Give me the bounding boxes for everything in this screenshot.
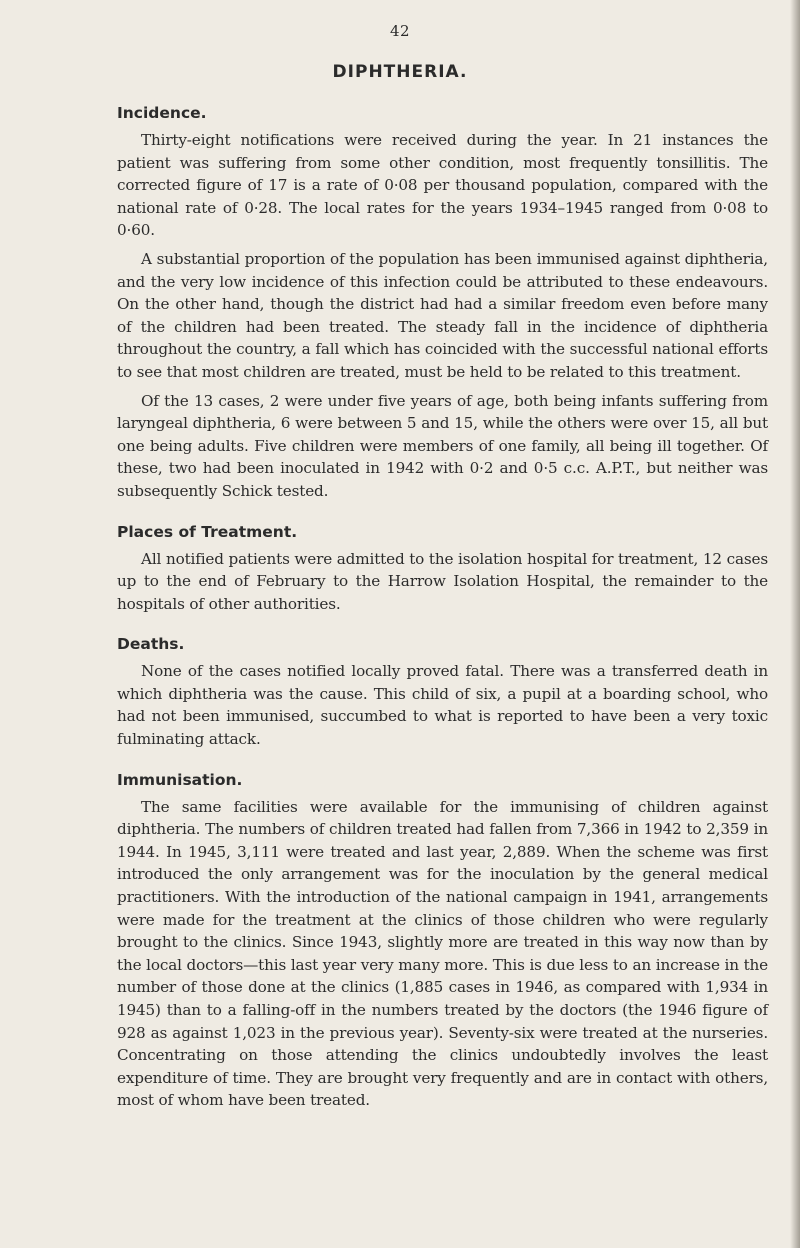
paragraph: Thirty-eight notifications were received during the year. In 21 instances the patient was suffering from some other condition, most frequently tonsillitis. The corrected figure of 17 is a rate of 0·08 per thousand population, compared with the national rate of 0·28. The local rates for the years 1934–1945 ranged from 0·08 to 0·60. [117,131,768,240]
paragraph: None of the cases notified locally proved fatal. There was a transferred death in which diphtheria was the cause. This child of six, a pupil at a boarding school, who had not been immunised, succumbed to what is reported to have been a very toxic fulminating attack. [117,662,768,749]
page-title: DIPHTHERIA. [332,62,468,82]
paragraph: A substantial proportion of the population has been immunised against diphtheria, and the very low incidence of this infection could be attributed to these endeavours. On the other hand, though the district had had a similar freedom even before many of the children had been treated. The steady fall in the incidence of diphtheria throughout the country, a fall which has coincided with the successful national efforts to see that most children are treated, must be held to be related to this treatment. [117,249,768,381]
section-heading: Places of Treatment. [117,522,298,541]
page-edge-shadow [790,0,800,1248]
document-body [117,103,768,1112]
section-heading: Incidence. [117,104,207,122]
section-deaths [117,634,768,750]
section-heading: Immunisation. [117,770,243,789]
page-number: 42 [389,22,411,40]
section-incidence [117,103,768,503]
paragraph: Of the 13 cases, 2 were under five years of age, both being infants suffering from laryngeal diphtheria, 6 were between 5 and 15, while the others were over 15, all but one being adults. Five children were members of one family, all being ill together. Of these, two had been inoculated in 1942 with 0·2 and 0·5 c.c. A.P.T., but neither was subsequently Schick tested. [117,391,768,500]
paragraph: The same facilities were available for the immunising of children against diphtheria. The numbers of children treated had fallen from 7,366 in 1942 to 2,359 in 1944. In 1945, 3,111 were treated and last year, 2,889. When the scheme was first introduced the only arrangement was for the inoculation by the general medical practitioners. With the introduction of the national campaign in 1941, arrangements were made for the treatment at the clinics of those children who were regularly brought to the clinics. Since 1943, slightly more are treated in this way now than by the local doctors—this last year very many more. This is due less to an increase in the number of those done at the clinics (1,885 cases in 1946, as compared with 1,934 in 1945) than to a falling-off in the numbers treated by the doctors (the 1946 figure of 928 as against 1,023 in the previous year). Seventy-six were treated at the nurseries. Concentrating on those attending the clinics undoubtedly involves the least expenditure of time. They are brought very frequently and are in contact with others, most of whom have been treated. [117,797,768,1110]
section-heading: Deaths. [117,635,185,654]
section-immunisation [117,770,768,1112]
section-places-of-treatment [117,522,768,616]
paragraph: All notified patients were admitted to the isolation hospital for treatment, 12 cases up to the end of February to the Harrow Isolation Hospital, the remainder to the hospitals of other authorities. [117,549,768,613]
